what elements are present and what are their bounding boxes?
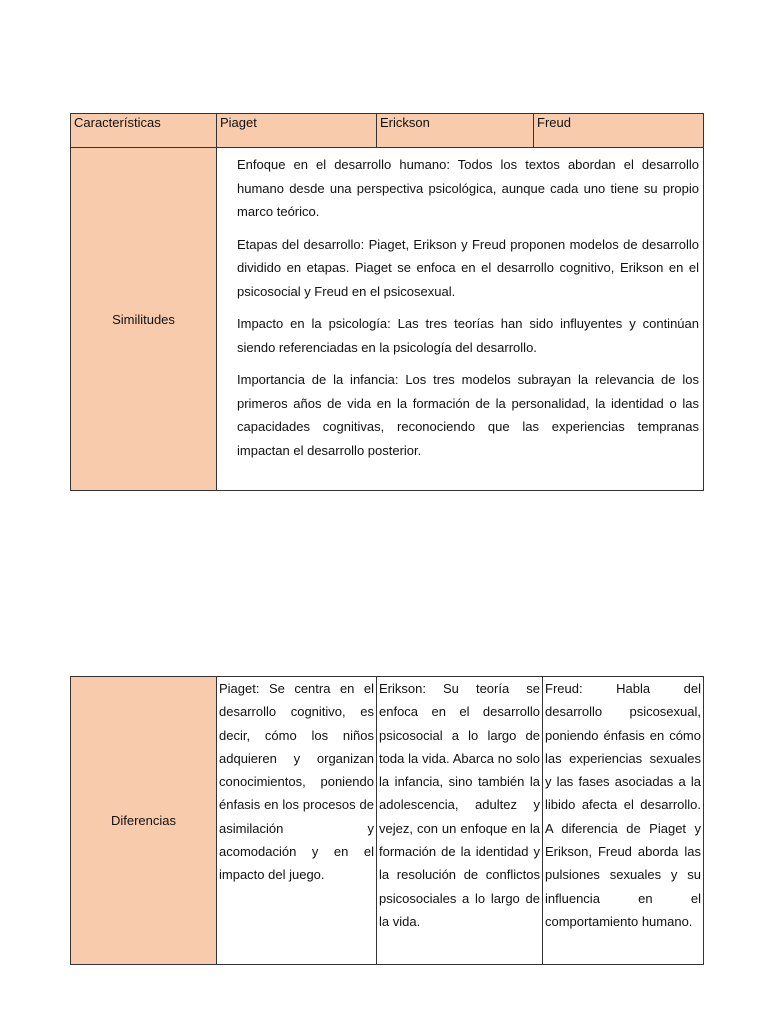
similitud-paragraph: Importancia de la infancia: Los tres modelos subrayan la relevancia de los primeros años de vida en la formación de la personalidad, la identidad o las capacidades cognitivas, reconociendo que las experiencias tempranas impactan el desarrollo posterior. [237, 372, 699, 458]
diferencias-row [71, 677, 704, 965]
header-freud: Freud [534, 114, 704, 148]
header-piaget: Piaget [217, 114, 377, 148]
header-caracteristicas: Características [71, 114, 217, 148]
diferencia-piaget: Piaget: Se centra en el desarrollo cognitivo, es decir, cómo los niños adquieren y organizan conocimientos, poniendo énfasis en los procesos de asimilación y acomodación y en el impacto del juego. [217, 677, 377, 965]
diferencia-erikson: Erikson: Su teoría se enfoca en el desarrollo psicosocial a lo largo de toda la vida. Abarca no solo la infancia, sino también la adolescencia, adultez y vejez, con un enfoque en la formación de la identidad y la resolución de conflictos psicosociales a lo largo de la vida. [377, 677, 543, 965]
header-row [71, 114, 704, 148]
diferencia-freud: Freud: Habla del desarrollo psicosexual, poniendo énfasis en cómo las experiencias sexuales y las fases asociadas a la libido afecta el desarrollo. A diferencia de Piaget y Erikson, Freud aborda las pulsiones sexuales y su influencia en el comportamiento humano. [543, 677, 704, 965]
similitudes-content [217, 148, 704, 491]
similitudes-row [71, 148, 704, 491]
diferencias-label: Diferencias [71, 677, 217, 965]
similitud-paragraph: Enfoque en el desarrollo humano: Todos los textos abordan el desarrollo humano desde una perspectiva psicológica, aunque cada uno tiene su propio marco teórico. [237, 157, 699, 219]
similitud-paragraph: Etapas del desarrollo: Piaget, Erikson y Freud proponen modelos de desarrollo dividido en etapas. Piaget se enfoca en el desarrollo cognitivo, Erikson en el psicosocial y Freud en el psicosexual. [237, 236, 699, 299]
similitudes-label: Similitudes [71, 148, 217, 491]
diferencias-table [70, 676, 704, 965]
similitudes-table [70, 113, 704, 491]
similitud-paragraph: Impacto en la psicología: Las tres teorías han sido influyentes y continúan siendo referenciadas en la psicología del desarrollo. [237, 316, 699, 355]
header-erickson: Erickson [377, 114, 534, 148]
